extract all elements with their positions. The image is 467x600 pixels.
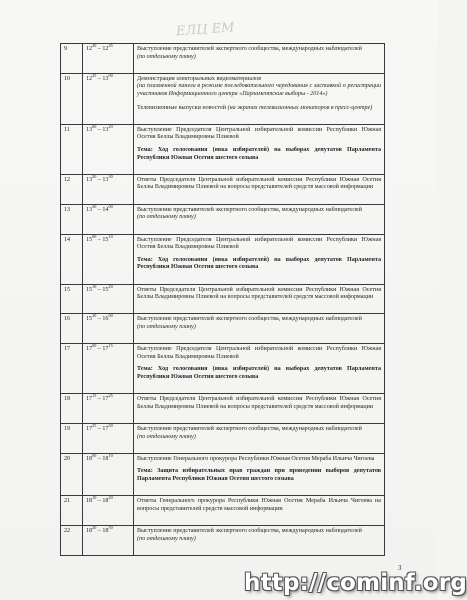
schedule-row	[61, 44, 385, 74]
time-dash: –	[96, 286, 103, 293]
end-hour: 15	[102, 286, 109, 293]
row-number: 22	[61, 526, 83, 556]
row-number: 9	[61, 44, 83, 74]
start-minute: 10	[92, 283, 97, 289]
row-description	[134, 284, 385, 314]
schedule-row	[61, 424, 385, 454]
end-hour: 15	[102, 236, 109, 243]
start-minute: 00	[92, 452, 97, 458]
end-minute: 20	[108, 123, 113, 129]
end-hour: 14	[102, 206, 109, 213]
schedule-row	[61, 284, 385, 314]
start-hour: 12	[86, 46, 93, 52]
row-time	[83, 496, 134, 526]
end-minute: 25	[108, 393, 113, 399]
start-minute: 20	[92, 525, 97, 531]
item-theme: Тема: Ход голосования (явка избирателей) на выборах депутатов Парламента Республики Южная Осетия шестого созыва	[137, 147, 381, 161]
time-dash: –	[96, 396, 103, 403]
site-watermark: http://cominf.org	[244, 570, 467, 596]
item-note: (по отдельному плану)	[137, 433, 196, 440]
start-minute: 00	[92, 233, 97, 239]
item-theme: Тема: Защита избирательных прав граждан при проведении выборов депутатов Парламента Республики Южная Осетия шестого созыва	[137, 468, 381, 483]
end-minute: 45	[108, 43, 113, 48]
page-number: 3	[398, 564, 402, 572]
item-description: Выступление представителей экспертного сообщества, международных наблюдателей	[137, 528, 362, 535]
row-number: 21	[61, 496, 83, 526]
time-dash: –	[96, 346, 103, 353]
schedule-row	[61, 344, 385, 394]
start-hour: 18	[86, 498, 93, 505]
time-dash: –	[96, 316, 103, 323]
start-minute: 25	[92, 423, 97, 429]
item-description: Выступление Председателя Центральной избирательной комиссии Республики Южная Осетия Беллы Владимировны Плиевой	[137, 126, 381, 141]
end-minute: 10	[108, 233, 113, 239]
row-description	[134, 44, 385, 74]
end-hour: 17	[102, 426, 109, 433]
end-hour: 18	[102, 498, 109, 505]
row-time	[83, 453, 134, 495]
item-note: (по отдельному плану)	[137, 53, 196, 60]
row-description	[134, 314, 385, 344]
end-minute: 00	[108, 72, 113, 78]
row-time	[83, 526, 134, 556]
item-description: Ответы Генерального прокурора Республики Южная Осетия Мераба Ильича Чигоева на вопросы представителей средств массовой информации	[137, 498, 381, 512]
start-hour: 12	[86, 75, 93, 82]
schedule-table	[60, 43, 385, 556]
row-number: 13	[61, 204, 83, 234]
row-time	[83, 44, 134, 74]
time-dash: –	[96, 455, 103, 462]
time-dash: –	[96, 236, 103, 243]
item-note: (по отдельному плану)	[137, 535, 196, 542]
row-number: 15	[61, 284, 83, 314]
schedule-row	[61, 526, 385, 556]
item-description: Выступление представителей экспертного сообщества, международных наблюдателей	[137, 206, 362, 213]
end-minute: 15	[108, 343, 113, 349]
start-minute: 20	[92, 173, 97, 179]
row-number: 12	[61, 174, 83, 204]
schedule-row	[61, 73, 385, 124]
end-minute: 10	[108, 452, 113, 458]
end-hour: 13	[102, 75, 109, 82]
row-description	[134, 73, 385, 124]
schedule-row	[61, 453, 385, 495]
item-description: Выступление представителей экспертного сообщества, международных наблюдателей	[137, 426, 362, 433]
item-extra-note: (на экранах телевизионных мониторов в пресс-центре)	[227, 104, 373, 111]
end-hour: 17	[102, 346, 109, 353]
row-description	[134, 496, 385, 526]
row-time	[83, 314, 134, 344]
schedule-row	[61, 394, 385, 424]
item-description: Ответы Председателя Центральной избирательной комиссии Республики Южная Осетия Беллы Владимировны Плиевой на вопросы представителей средств массовой информации	[137, 176, 381, 191]
item-note: (на плазменной панели в режиме последовательного чередования с заставкой о регистрации участников Информационного центра «Парламентские выборы - 2014»)	[137, 83, 381, 98]
start-hour: 18	[86, 455, 93, 462]
time-dash: –	[96, 176, 103, 183]
row-description	[134, 124, 385, 174]
item-note: (по отдельному плану)	[137, 214, 196, 221]
end-hour: 17	[102, 396, 109, 403]
row-time	[83, 234, 134, 284]
row-description	[134, 344, 385, 394]
time-dash: –	[96, 498, 103, 505]
time-dash: –	[96, 426, 103, 433]
start-minute: 30	[92, 203, 97, 209]
row-number: 18	[61, 394, 83, 424]
item-theme: Тема: Ход голосования (явка избирателей) на выборах депутатов Парламента Республики Южная Осетия шестого созыва	[137, 256, 381, 271]
schedule-rows	[61, 44, 385, 556]
item-theme: Тема: Ход голосования (явка избирателей) на выборах депутатов Парламента Республики Южная Осетия шестого созыва	[137, 366, 381, 380]
row-time	[83, 284, 134, 314]
row-number: 16	[61, 314, 83, 344]
end-minute: 00	[108, 203, 113, 209]
start-minute: 40	[92, 43, 97, 48]
item-extra-text: Телевизионные выпуски новостей	[137, 104, 227, 111]
row-description	[134, 394, 385, 424]
row-number: 17	[61, 344, 83, 394]
row-number: 10	[61, 73, 83, 124]
schedule-row	[61, 314, 385, 344]
row-number: 20	[61, 453, 83, 495]
item-note: (по отдельному плану)	[137, 323, 196, 330]
row-number: 14	[61, 234, 83, 284]
row-description	[134, 526, 385, 556]
schedule-row	[61, 204, 385, 234]
start-hour: 15	[86, 316, 93, 323]
row-time	[83, 424, 134, 454]
start-minute: 10	[92, 495, 97, 501]
row-description	[134, 204, 385, 234]
end-minute: 30	[108, 173, 113, 179]
end-minute: 50	[108, 525, 113, 531]
time-dash: –	[96, 75, 103, 82]
start-hour: 13	[86, 206, 93, 213]
item-description: Выступление Председателя Центральной избирательной комиссии Республики Южная Осетия Беллы Владимировны Плиевой	[137, 236, 381, 251]
item-extra	[137, 105, 381, 113]
start-minute: 00	[92, 343, 97, 349]
start-hour: 18	[86, 528, 93, 535]
row-time	[83, 73, 134, 124]
end-minute: 50	[108, 423, 113, 429]
schedule-row	[61, 234, 385, 284]
schedule-row	[61, 124, 385, 174]
faded-stamp: ЕЛЦ ЕМ	[175, 20, 235, 40]
start-hour: 17	[86, 346, 93, 353]
start-hour: 15	[86, 236, 93, 243]
row-time	[83, 394, 134, 424]
end-hour: 13	[102, 176, 109, 183]
start-hour: 13	[86, 126, 93, 133]
row-description	[134, 174, 385, 204]
row-description	[134, 234, 385, 284]
start-minute: 45	[92, 72, 97, 78]
start-minute: 20	[92, 313, 97, 319]
row-number: 19	[61, 424, 83, 454]
start-hour: 13	[86, 176, 93, 183]
end-hour: 18	[102, 528, 109, 535]
time-dash: –	[96, 126, 103, 133]
time-dash: –	[96, 206, 103, 213]
end-hour: 12	[102, 46, 109, 52]
start-hour: 17	[86, 396, 93, 403]
time-dash: –	[96, 46, 103, 52]
row-time	[83, 124, 134, 174]
schedule-row	[61, 174, 385, 204]
item-description: Выступление представителей экспертного сообщества, международных наблюдателей	[137, 46, 362, 52]
end-hour: 18	[102, 455, 109, 462]
item-description: Ответы Председателя Центральной избирательной комиссии Республики Южная Осетия Беллы Владимировны Плиевой на вопросы представителей средств массовой информации	[137, 286, 381, 301]
row-time	[83, 344, 134, 394]
end-minute: 20	[108, 495, 113, 501]
row-time	[83, 204, 134, 234]
start-minute: 00	[92, 123, 97, 129]
row-description	[134, 453, 385, 495]
time-dash: –	[96, 528, 103, 535]
end-minute: 00	[108, 313, 113, 319]
item-description: Ответы Председателя Центральной избирательной комиссии Республики Южная Осетия Беллы Владимировны Плиевой на вопросы представителей средств массовой информации	[137, 396, 381, 410]
end-hour: 13	[102, 126, 109, 133]
end-hour: 16	[102, 316, 109, 323]
row-number: 11	[61, 124, 83, 174]
start-hour: 15	[86, 286, 93, 293]
end-minute: 20	[108, 283, 113, 289]
row-time	[83, 174, 134, 204]
item-description: Демонстрация электоральных видеоматериалов	[137, 75, 262, 82]
item-description: Выступление представителей экспертного сообщества, международных наблюдателей	[137, 316, 362, 323]
start-minute: 15	[92, 393, 97, 399]
schedule-row	[61, 496, 385, 526]
row-description	[134, 424, 385, 454]
item-description: Выступление Председателя Центральной избирательной комиссии Республики Южная Осетия Беллы Владимировны Плиевой	[137, 346, 381, 360]
item-description: Выступление Генерального прокурора Республики Южная Осетия Мераба Ильича Чигоева	[137, 455, 375, 462]
start-hour: 17	[86, 426, 93, 433]
